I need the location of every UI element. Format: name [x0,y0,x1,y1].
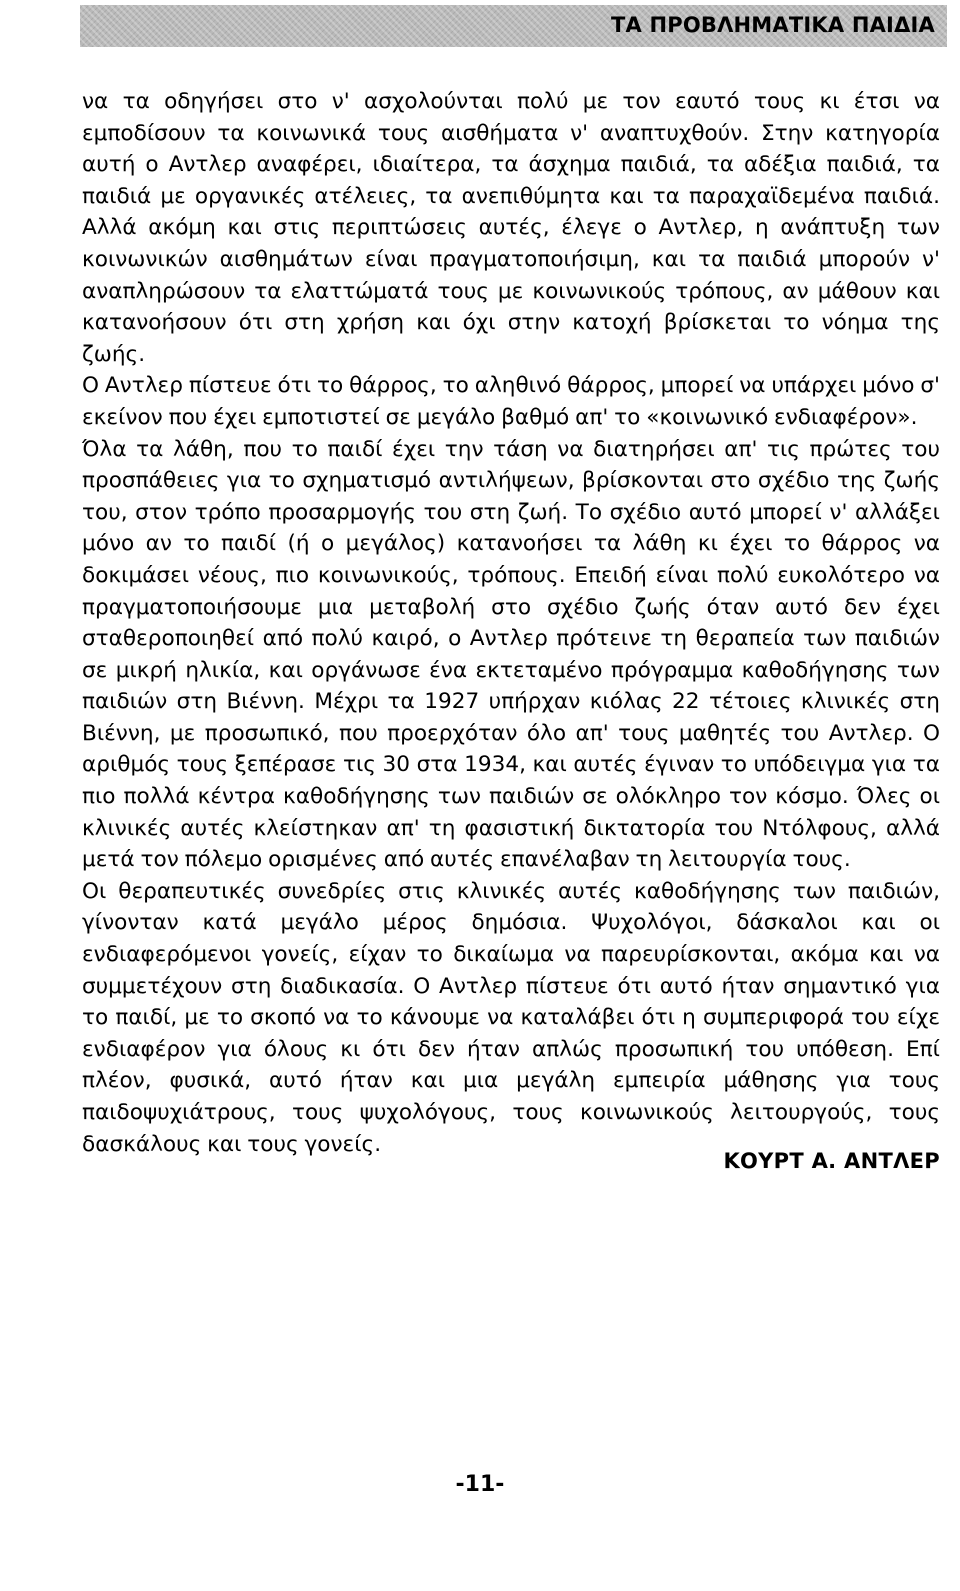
paragraph-1: να τα οδηγήσει στο ν' ασχολούνται πολύ με τον εαυτό τους κι έτσι να εμποδίσουν τα κοινωνικά τους αισθήματα ν' αναπτυχθούν. Στην κατηγορία αυτή ο Αντλερ αναφέρει, ιδιαίτερα, τα άσχημα παιδιά, τα αδέξια παιδιά, τα παιδιά με οργανικές ατέλειες, τα ανεπιθύμητα και τα παραχαϊδεμένα παιδιά. Αλλά ακόμη και στις περιπτώσεις αυτές, έλεγε ο Αντλερ, η ανάπτυξη των κοινωνικών αισθημάτων είναι πραγματοποιήσιμη, και τα παιδιά μπορούν ν' αναπληρώσουν τα ελαττώματά τους με κοινωνικούς τρόπους, αν μάθουν και κατανοήσουν ότι στη χρήση και όχι στην κατοχή βρίσκεται το νόημα της ζωής. [82,89,940,367]
paragraph-2: Ο Αντλερ πίστευε ότι το θάρρος, το αληθινό θάρρος, μπορεί να υπάρχει μόνο σ' εκείνον που έχει εμποτιστεί σε μεγάλο βαθμό απ' το «κοινωνικό ενδιαφέρον». [82,373,940,430]
body-text [82,86,940,1160]
running-head: ΤΑ ΠΡΟΒΛΗΜΑΤΙΚΑ ΠΑΙΔΙΑ [610,13,935,37]
running-head-band [80,5,947,47]
page-number: -11- [455,1472,505,1497]
paragraph-3: Όλα τα λάθη, που το παιδί έχει την τάση να διατηρήσει απ' τις πρώτες του προσπάθειες για το σχηματισμό αντιλήψεων, βρίσκονται στο σχέδιο της ζωής του, στον τρόπο προσαρμογής του στη ζωή. Το σχέδιο αυτό μπορεί ν' αλλάξει μόνο αν το παιδί (ή ο μεγάλος) κατανοήσει τα λάθη κι έχει το θάρρος να δοκιμάσει νέους, πιο κοινωνικούς, τρόπους. Επειδή είναι πολύ ευκολότερο να πραγματοποιήσουμε μια μεταβολή στο σχέδιο ζωής όταν αυτό δεν έχει σταθεροποιηθεί από πολύ καιρό, ο Αντλερ πρότεινε τη θεραπεία των παιδιών σε μικρή ηλικία, και οργάνωσε ένα εκτεταμένο πρόγραμμα καθοδήγησης των παιδιών στη Βιέννη. Μέχρι τα 1927 υπήρχαν κιόλας 22 τέτοιες κλινικές στη Βιέννη, με προσωπικό, που προερχόταν όλο απ' τους μαθητές του Αντλερ. Ο αριθμός τους ξεπέρασε τις 30 στα 1934, και αυτές έγιναν το υπόδειγμα για τα πιο πολλά κέντρα καθοδήγησης των παιδιών σε ολόκληρο τον κόσμο. Όλες οι κλινικές αυτές κλείστηκαν απ' τη φασιστική δικτατορία του Ντόλφους, αλλά μετά τον πόλεμο ορισμένες από αυτές επανέλαβαν τη λειτουργία τους. [82,436,940,873]
author-signature: ΚΟΥΡΤ Α. ΑΝΤΛΕΡ [723,1149,940,1173]
paragraph-4: Οι θεραπευτικές συνεδρίες στις κλινικές αυτές καθοδήγησης των παιδιών, γίνονταν κατά μεγάλο μέρος δημόσια. Ψυχολόγοι, δάσκαλοι και οι ενδιαφερόμενοι γονείς, είχαν το δικαίωμα να παρευρίσκονται, ακόμα και να συμμετέχουν στη διαδικασία. Ο Αντλερ πίστευε ότι αυτό ήταν σημαντικό για το παιδί, με το σκοπό να το κάνουμε να καταλάβει ότι η συμπεριφορά του είχε ενδιαφέρον για όλους κι ότι δεν ήταν απλώς προσωπική του υπόθεση. Επί πλέον, φυσικά, αυτό ήταν και μια μεγάλη εμπειρία μάθησης για τους παιδοψυχιάτρους, τους ψυχολόγους, τους κοινωνικούς λειτουργούς, τους δασκάλους και τους γονείς. [82,878,940,1157]
